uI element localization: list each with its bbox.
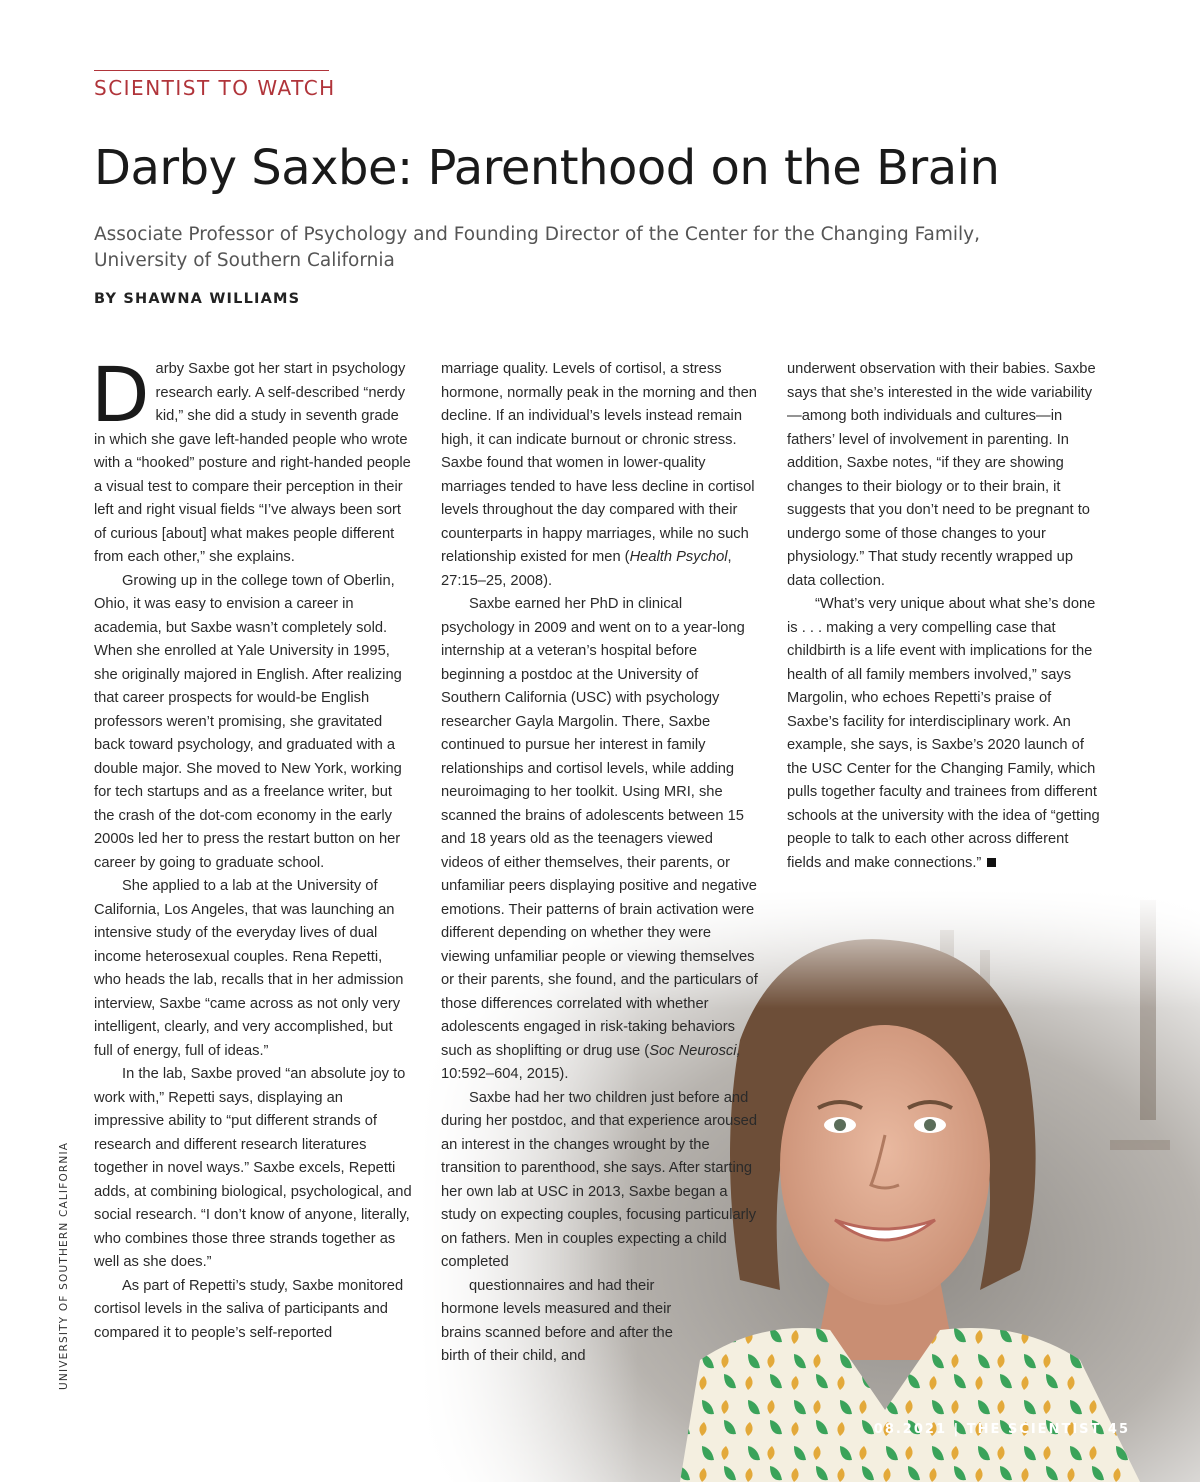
paragraph: underwent observation with their babies. Saxbe says that she’s interested in the wide variability—among both individuals and cultures—in fathers’ level of involvement in parenting. In addition, Saxbe notes, “if they are showing changes to their biology or to their brain, it suggests that you don’t need to be pregnant to undergo some of those changes to your physiology.” That study recently wrapped up data collection. <box>787 361 1096 589</box>
paragraph: In the lab, Saxbe proved “an absolute joy to work with,” Repetti says, displaying an impressive ability to “put different strands of research and different research literatures together in novel ways.” Saxbe excels, Repetti adds, at combining biological, psychological, and social research. “I don’t know of anyone, literally, who combines those three strands together as well as she does.” <box>94 1066 412 1270</box>
byline: BY SHAWNA WILLIAMS <box>94 291 301 307</box>
section-label: SCIENTIST TO WATCH <box>94 76 336 100</box>
page-folio: 08.2021 | THE SCIENTIST 45 <box>873 1422 1130 1437</box>
paragraph: marriage quality. Levels of cortisol, a stress hormone, normally peak in the morning and then decline. If an individual’s levels instead remain high, it can indicate burnout or chronic stress. Saxbe found that women in lower-quality marriages tended to have less decline in cortisol levels throughout the day compared with their counterparts in happy marriages, while no such relationship existed for men (Health Psychol, 27:15–25, 2008). <box>441 361 757 589</box>
section-rule <box>94 70 329 71</box>
article-column-2 <box>441 358 759 1369</box>
citation: Health Psychol <box>629 549 728 565</box>
paragraph: Growing up in the college town of Oberlin, Ohio, it was easy to envision a career in academia, but Saxbe wasn’t completely sold. When she enrolled at Yale University in 1995, she originally majored in English. After realizing that career prospects for would-be English professors weren’t promising, she gravitated back toward psychology, and graduated with a double major. She moved to New York, working for tech startups and as a freelance writer, but the crash of the dot-com economy in the early 2000s led her to press the restart button on her career by going to graduate school. <box>94 572 402 871</box>
paragraph: As part of Repetti’s study, Saxbe monitored cortisol levels in the saliva of participants and compared it to people’s self-reported <box>94 1277 404 1341</box>
drop-cap: D <box>91 350 150 439</box>
paragraph: “What’s very unique about what she’s done is . . . making a very compelling case that childbirth is a life event with implications for the health of all family members involved,” says Margolin, who echoes Repetti’s praise of Saxbe’s facility for interdisciplinary work. An example, she says, is Saxbe’s 2020 launch of the USC Center for the Changing Family, which pulls together faculty and trainees from different schools at the university with the idea of “getting people to talk to each other across different fields and make connections.” <box>787 596 1100 871</box>
article-subtitle: Associate Professor of Psychology and Founding Director of the Center for the Changing Family, University of Southern California <box>94 224 980 271</box>
end-mark-icon <box>987 858 996 867</box>
paragraph: Darby Saxbe got her start in psychology research early. A self-described “nerdy kid,” she did a study in seventh grade in which she gave left-handed people who wrote with a “hooked” posture and right-handed people a visual test to compare their perception in their left and right visual fields “I’ve always been sort of curious [about] what makes people different from each other,” she explains. <box>91 350 411 565</box>
citation: Soc Neurosci, <box>649 1042 741 1059</box>
article-title: Darby Saxbe: Parenthood on the Brain <box>94 140 1000 196</box>
paragraph: She applied to a lab at the University of California, Los Angeles, that was launching an intensive study of the everyday lives of dual income heterosexual couples. Rena Repetti, who heads the lab, recalls that in her admission interview, Saxbe “came across as not only very intelligent, clearly, and very accomplished, but full of energy, full of ideas.” <box>94 878 404 1059</box>
article-column-3 <box>787 358 1105 875</box>
photo-credit: UNIVERSITY OF SOUTHERN CALIFORNIA <box>58 1141 70 1390</box>
paragraph: Saxbe earned her PhD in clinical psychology in 2009 and went on to a year-long internship at a veteran’s hospital before beginning a postdoc at the University of Southern California (USC) with psychology researcher Gayla Margolin. There, Saxbe continued to pursue her interest in family relationships and cortisol levels, while adding neuroimaging to her toolkit. Using MRI, she scanned the brains of adolescents between 15 and 18 years old as the teenagers viewed videos of either themselves, their parents, or unfamiliar peers displaying positive and negative emotions. Their patterns of brain activation were different depending on whether they were viewing unfamiliar people or viewing themselves or their parents, she found, and the particulars of those differences correlated with whether adolescents engaged in risk-taking behaviors such as shoplifting or drug use (Soc Neurosci, 10:592–604, 2015). <box>441 596 758 1082</box>
article-column-1 <box>91 350 412 1345</box>
paragraph: Saxbe had her two children just before and during her postdoc, and that experience aroused an interest in the changes wrought by the transition to parenthood, she says. After starting her own lab at USC in 2013, Saxbe began a study on expecting couples, focusing particularly on fathers. Men in couples expecting a child completed questionnaires and had their hormone levels measured and their brains scanned before and after the birth of their child, and <box>441 1089 757 1364</box>
